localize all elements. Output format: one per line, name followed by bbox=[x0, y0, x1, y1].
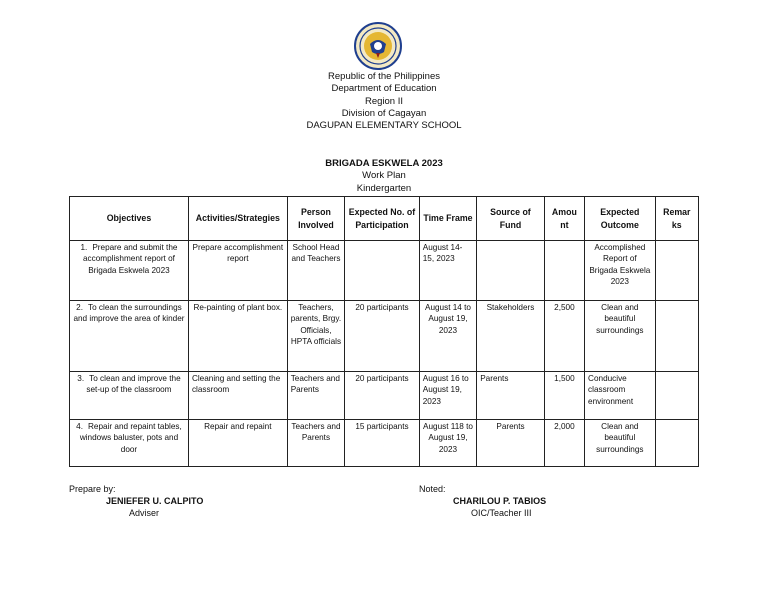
table-row bbox=[70, 372, 699, 420]
work-plan-table bbox=[69, 196, 699, 467]
cell-time: August 14 to August 19, 2023 bbox=[419, 301, 476, 372]
cell-objective bbox=[70, 420, 189, 467]
cell-person: Teachers and Parents bbox=[287, 372, 344, 420]
document-title bbox=[0, 158, 768, 195]
noted-by-name: CHARILOU P. TABIOS bbox=[453, 496, 547, 506]
row-number: 2. bbox=[76, 303, 83, 312]
header-outcome: Expected Outcome bbox=[585, 197, 656, 241]
objective-text: To clean the surroundings and improve the area of kinder bbox=[73, 303, 185, 324]
cell-amount: 2,000 bbox=[544, 420, 584, 467]
header-remarks: Remar ks bbox=[655, 197, 698, 241]
cell-activity: Re-painting of plant box. bbox=[188, 301, 287, 372]
header-participation: Expected No. of Participation bbox=[345, 197, 420, 241]
cell-amount: 1,500 bbox=[544, 372, 584, 420]
cell-remarks bbox=[655, 372, 698, 420]
header-amount: Amou nt bbox=[544, 197, 584, 241]
header-region: Region II bbox=[364, 95, 404, 107]
header-division: Division of Cagayan bbox=[341, 107, 427, 119]
objective-text: To clean and improve the set-up of the classroom bbox=[86, 374, 181, 395]
letterhead bbox=[0, 71, 768, 132]
title-kindergarten: Kindergarten bbox=[356, 182, 412, 194]
cell-outcome: Conducive classroom environment bbox=[585, 372, 656, 420]
deped-seal-logo bbox=[354, 22, 402, 70]
cell-activity: Cleaning and setting the classroom bbox=[188, 372, 287, 420]
title-main: BRIGADA ESKWELA 2023 bbox=[325, 158, 443, 169]
prepared-by-block bbox=[69, 483, 203, 519]
cell-remarks bbox=[655, 241, 698, 301]
noted-by-block bbox=[419, 483, 546, 519]
cell-outcome: Accomplished Report of Brigada Eskwela 2023 bbox=[585, 241, 656, 301]
cell-person: Teachers and Parents bbox=[287, 420, 344, 467]
cell-amount bbox=[544, 241, 584, 301]
objective-text: Prepare and submit the accomplishment report of Brigada Eskwela 2023 bbox=[83, 243, 178, 275]
header-republic: Republic of the Philippines bbox=[328, 71, 440, 82]
row-number: 1. bbox=[80, 243, 88, 252]
prepared-by-name: JENIEFER U. CALPITO bbox=[106, 496, 204, 506]
cell-outcome: Clean and beautiful surroundings bbox=[585, 420, 656, 467]
header-department: Department of Education bbox=[331, 83, 437, 95]
noted-by-title: OIC/Teacher III bbox=[471, 508, 532, 518]
header-time-frame: Time Frame bbox=[419, 197, 476, 241]
row-number: 3. bbox=[77, 374, 85, 383]
cell-participation bbox=[345, 241, 420, 301]
cell-participation: 20 participants bbox=[345, 372, 420, 420]
prepared-by-title: Adviser bbox=[129, 508, 160, 518]
cell-fund: Stakeholders bbox=[477, 301, 545, 372]
header-objectives: Objectives bbox=[70, 197, 189, 241]
noted-by-label: Noted: bbox=[419, 484, 446, 494]
table-row bbox=[70, 241, 699, 301]
row-number: 4. bbox=[76, 422, 83, 431]
header-activities: Activities/Strategies bbox=[188, 197, 287, 241]
cell-objective bbox=[70, 301, 189, 372]
table-row bbox=[70, 420, 699, 467]
title-work-plan: Work Plan bbox=[362, 170, 406, 182]
cell-fund: Parents bbox=[477, 372, 545, 420]
table-header-row bbox=[70, 197, 699, 241]
cell-fund bbox=[477, 241, 545, 301]
cell-participation: 20 participants bbox=[345, 301, 420, 372]
cell-time: August 14-15, 2023 bbox=[419, 241, 476, 301]
cell-remarks bbox=[655, 420, 698, 467]
cell-amount: 2,500 bbox=[544, 301, 584, 372]
prepared-by-label: Prepare by: bbox=[69, 484, 116, 494]
header-source-fund: Source of Fund bbox=[477, 197, 545, 241]
cell-remarks bbox=[655, 301, 698, 372]
header-person: Person Involved bbox=[287, 197, 344, 241]
cell-activity: Prepare accomplishment report bbox=[188, 241, 287, 301]
cell-objective bbox=[70, 241, 189, 301]
objective-text: Repair and repaint tables, windows baluster, pots and door bbox=[79, 422, 182, 454]
cell-time: August 118 to August 19, 2023 bbox=[419, 420, 476, 467]
cell-activity: Repair and repaint bbox=[188, 420, 287, 467]
cell-objective bbox=[70, 372, 189, 420]
cell-outcome: Clean and beautiful surroundings bbox=[585, 301, 656, 372]
cell-fund: Parents bbox=[477, 420, 545, 467]
table-row bbox=[70, 301, 699, 372]
cell-participation: 15 participants bbox=[345, 420, 420, 467]
header-school: DAGUPAN ELEMENTARY SCHOOL bbox=[306, 120, 462, 132]
cell-person: School Head and Teachers bbox=[287, 241, 344, 301]
cell-time: August 16 to August 19, 2023 bbox=[419, 372, 476, 420]
cell-person: Teachers, parents, Brgy. Officials, HPTA officials bbox=[287, 301, 344, 372]
